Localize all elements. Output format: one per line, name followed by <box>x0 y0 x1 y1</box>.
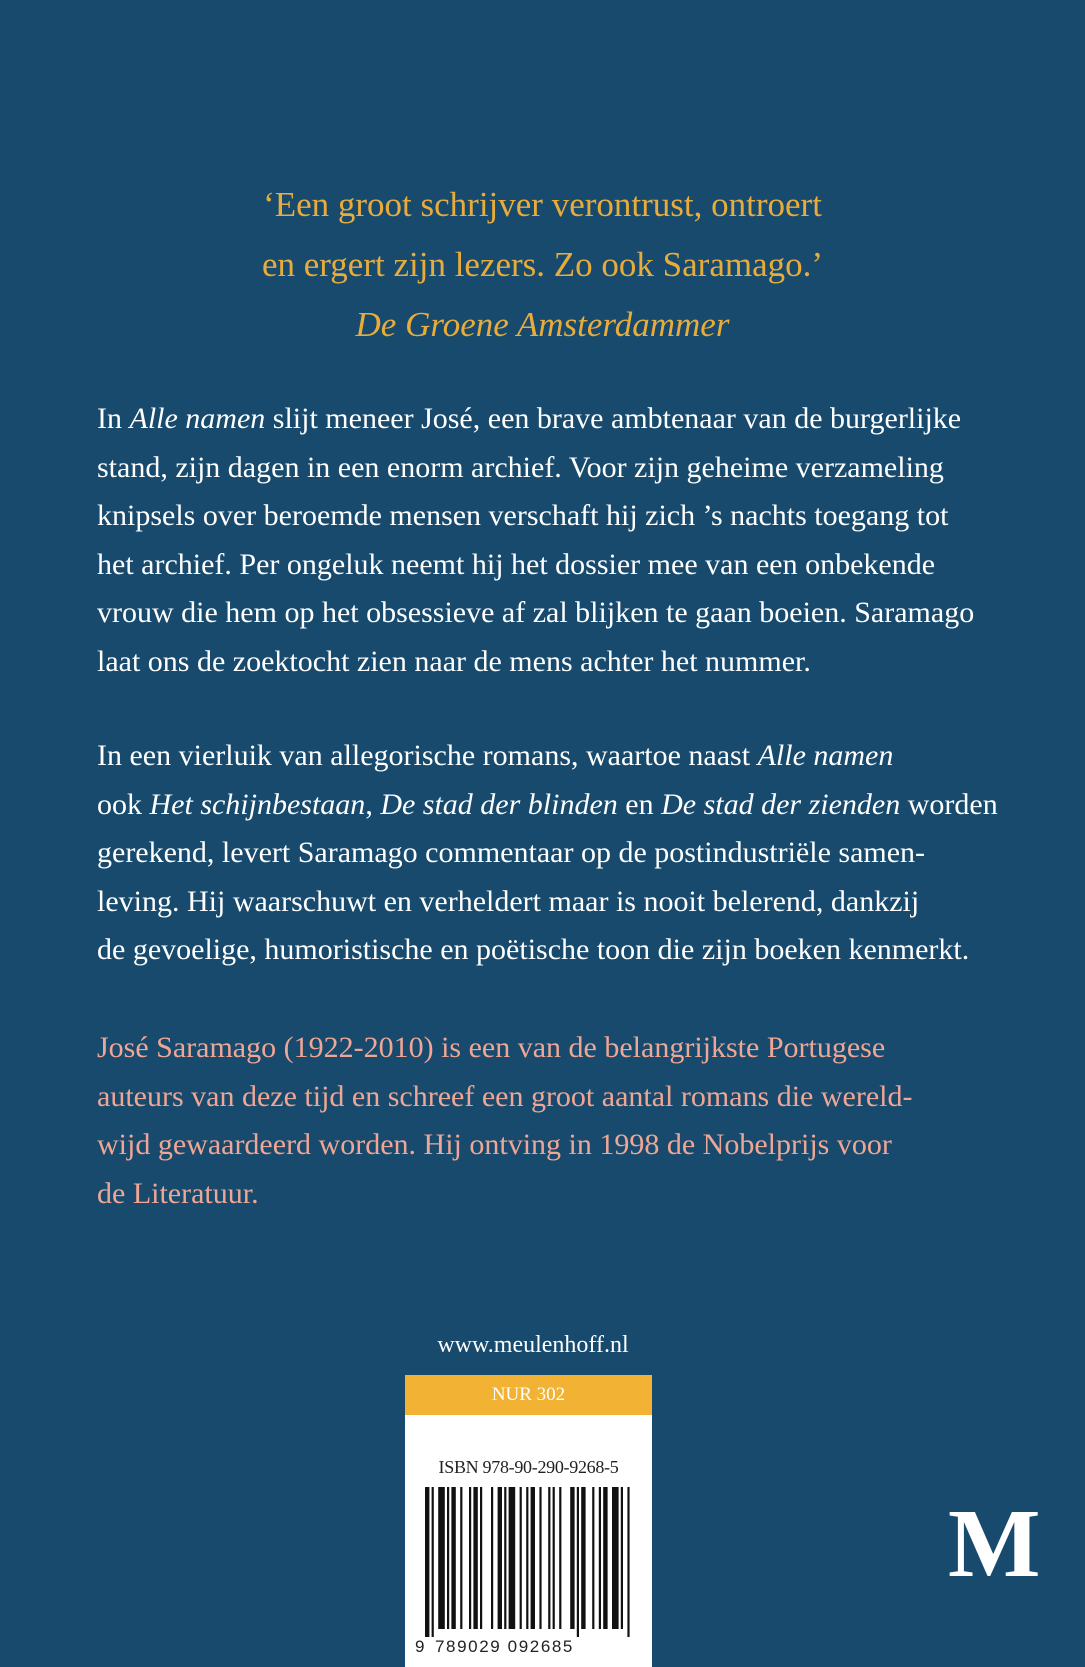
barcode-bar <box>509 1487 516 1629</box>
text-run: ook <box>97 787 150 821</box>
book-title: Het schijnbestaan <box>149 787 366 821</box>
barcode-bar <box>531 1487 535 1629</box>
barcode-bar <box>570 1487 574 1629</box>
barcode-digit-groups: 789029 092685 <box>435 1637 574 1656</box>
author-bio <box>97 1024 1017 1218</box>
nur-code: NUR 302 <box>405 1375 652 1415</box>
review-quote <box>0 175 1085 355</box>
barcode-bar <box>498 1487 502 1629</box>
text-line: stand, zijn dagen in een enorm archief. Voor zijn geheime verzameling <box>97 450 944 484</box>
text-line: vrouw die hem op het obsessieve af zal blijken te gaan boeien. Saramago <box>97 596 975 629</box>
barcode-bar <box>526 1487 528 1629</box>
barcode-first-digit: 9 <box>415 1637 425 1656</box>
text-line <box>97 395 1017 444</box>
barcode-bar <box>603 1487 607 1629</box>
barcode-bar <box>438 1487 445 1629</box>
barcode-bar <box>451 1487 455 1629</box>
text-line: wijd gewaardeerd worden. Hij ontving in 1998 de Nobelprijs voor <box>97 1128 892 1161</box>
synopsis-paragraph <box>97 395 1017 686</box>
barcode-bar <box>581 1487 585 1629</box>
text-run: worden <box>900 787 998 821</box>
text-run: In een vierluik van allegorische romans, waartoe naast <box>97 739 758 772</box>
quote-line: ‘Een groot schrijver verontrust, ontroert <box>263 185 822 224</box>
barcode-bar <box>460 1487 462 1629</box>
barcode-bar <box>548 1487 550 1629</box>
book-title: De stad der blinden <box>380 787 618 821</box>
barcode-bars <box>425 1487 632 1637</box>
text-line: gerekend, levert Saramago commentaar op de postindustriële samen- <box>97 836 926 869</box>
text-line: José Saramago (1922-2010) is een van de belangrijkste Portugese <box>97 1031 886 1064</box>
text-line: het archief. Per ongeluk neemt hij het dossier mee van een onbekende <box>97 547 936 581</box>
publisher-website[interactable]: www.meulenhoff.nl <box>437 1332 629 1358</box>
barcode-bar <box>520 1487 522 1629</box>
text-run: slijt meneer José, een brave ambtenaar van de burgerlijke <box>265 402 962 435</box>
barcode-bar <box>559 1487 561 1629</box>
barcode-bar <box>425 1487 429 1637</box>
book-title: De stad der zienden <box>661 787 901 821</box>
context-paragraph <box>97 732 1017 975</box>
book-title: Alle namen <box>129 402 266 435</box>
barcode-bar <box>491 1487 493 1629</box>
barcode-label <box>405 1375 652 1667</box>
barcode-bar <box>592 1487 594 1629</box>
barcode-bar <box>469 1487 471 1629</box>
text-run: , <box>365 787 381 821</box>
text-run: en <box>617 787 662 821</box>
text-line: de Literatuur. <box>97 1176 259 1210</box>
text-line <box>97 781 1017 830</box>
quote-line: en ergert zijn lezers. Zo ook Saramago.’ <box>261 245 824 284</box>
text-line <box>97 732 1017 781</box>
barcode-bar <box>539 1487 541 1629</box>
text-line: auteurs van deze tijd en schreef een groot aantal romans die wereld- <box>97 1079 913 1113</box>
quote-source: De Groene Amsterdammer <box>355 305 730 344</box>
text-line: leving. Hij waarschuwt en verheldert maar is nooit belerend, dankzij <box>97 884 920 918</box>
book-title: Alle namen <box>757 739 894 772</box>
barcode-bar <box>432 1487 434 1637</box>
barcode-bar <box>480 1487 482 1629</box>
barcode-bar <box>473 1487 477 1629</box>
barcode-bar <box>599 1487 601 1629</box>
publisher-logo: M <box>948 1490 1041 1598</box>
barcode-bar <box>627 1487 629 1637</box>
barcode-bar <box>447 1487 449 1629</box>
barcode-bar <box>553 1487 555 1629</box>
text-line: laat ons de zoektocht zien naar de mens achter het nummer. <box>97 644 811 678</box>
barcode-bar <box>577 1487 579 1637</box>
barcode-bar <box>504 1487 506 1629</box>
text-line: knipsels over beroemde mensen verschaft hij zich ’s nachts toegang tot <box>97 499 949 532</box>
text-line: de gevoelige, humoristische en poëtische toon die zijn boeken kenmerkt. <box>97 933 970 966</box>
barcode-bar <box>621 1487 623 1629</box>
text-run: In <box>97 402 130 435</box>
barcode-bar <box>612 1487 619 1629</box>
isbn-text: ISBN 978-90-290-9268-5 <box>438 1457 619 1477</box>
